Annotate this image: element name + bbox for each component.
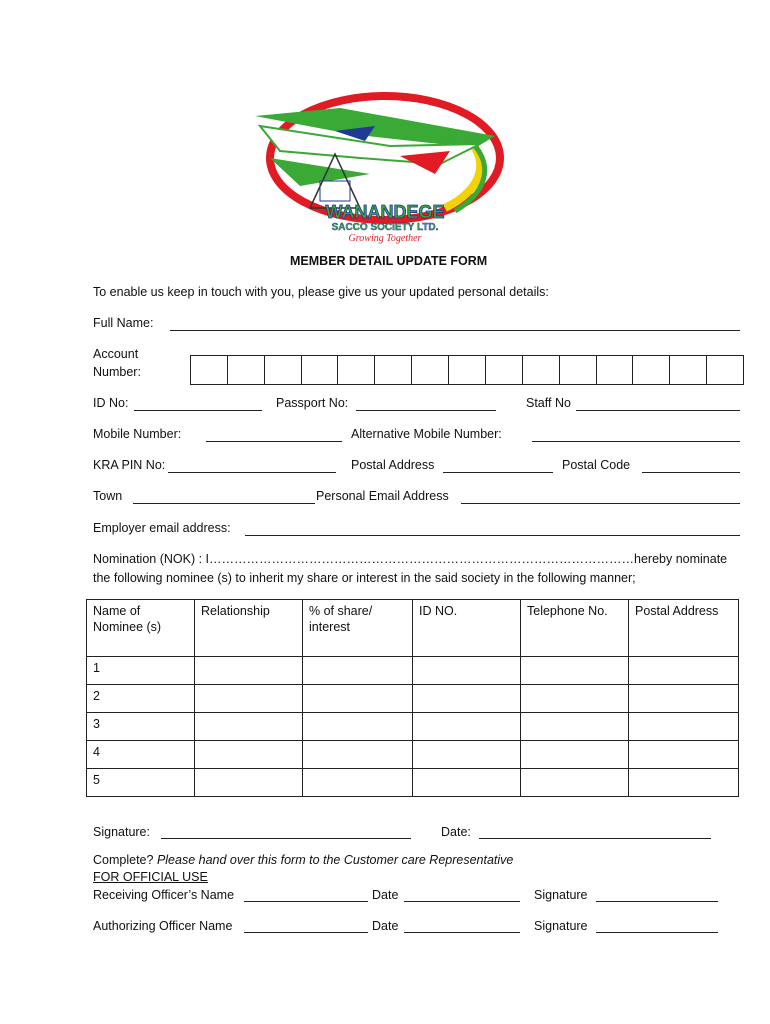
row-number: 3 xyxy=(87,713,195,741)
employer-email-label: Employer email address: xyxy=(93,521,231,535)
logo xyxy=(240,86,530,246)
date-label: Date: xyxy=(441,825,471,839)
cell[interactable] xyxy=(521,741,629,769)
cell[interactable] xyxy=(629,713,739,741)
id-no-field[interactable] xyxy=(134,410,262,411)
town-label: Town xyxy=(93,489,123,503)
kra-pin-field[interactable] xyxy=(168,472,336,473)
authorizing-date-field[interactable] xyxy=(404,932,520,933)
account-digit-box[interactable] xyxy=(374,355,412,385)
authorizing-signature-field[interactable] xyxy=(596,932,718,933)
cell[interactable] xyxy=(521,685,629,713)
cell[interactable] xyxy=(195,741,303,769)
account-digit-box[interactable] xyxy=(596,355,634,385)
alt-mobile-label: Alternative Mobile Number: xyxy=(351,427,502,441)
account-digit-box[interactable] xyxy=(264,355,302,385)
complete-prefix: Complete? xyxy=(93,853,154,867)
receiving-date-field[interactable] xyxy=(404,901,520,902)
airplane-logo-graphic xyxy=(240,86,530,246)
account-digit-box[interactable] xyxy=(227,355,265,385)
row-number: 1 xyxy=(87,657,195,685)
cell[interactable] xyxy=(195,769,303,797)
account-label-2: Number: xyxy=(93,365,141,379)
cell[interactable] xyxy=(629,657,739,685)
cell[interactable] xyxy=(303,769,413,797)
table-row xyxy=(87,685,739,713)
row-number: 5 xyxy=(87,769,195,797)
cell[interactable] xyxy=(303,713,413,741)
staff-no-field[interactable] xyxy=(576,410,740,411)
cell[interactable] xyxy=(521,657,629,685)
cell[interactable] xyxy=(303,741,413,769)
cell[interactable] xyxy=(303,685,413,713)
mobile-number-field[interactable] xyxy=(206,441,342,442)
date-field[interactable] xyxy=(479,838,711,839)
row-number: 2 xyxy=(87,685,195,713)
cell[interactable] xyxy=(413,741,521,769)
receiving-officer-label: Receiving Officer’s Name xyxy=(93,888,235,902)
cell[interactable] xyxy=(413,685,521,713)
postal-code-field[interactable] xyxy=(642,472,740,473)
intro-text: To enable us keep in touch with you, please give us your updated personal details: xyxy=(93,285,549,299)
account-digit-box[interactable] xyxy=(706,355,744,385)
authorizing-officer-label: Authorizing Officer Name xyxy=(93,919,233,933)
official-use-heading: FOR OFFICIAL USE xyxy=(93,870,208,884)
logo-subname: SACCO SOCIETY LTD. xyxy=(331,222,439,233)
nominee-table xyxy=(86,599,739,797)
employer-email-field[interactable] xyxy=(245,535,740,536)
account-number-boxes xyxy=(190,355,743,385)
cell[interactable] xyxy=(629,769,739,797)
receiving-signature-label: Signature xyxy=(534,888,588,902)
personal-email-label: Personal Email Address xyxy=(316,489,449,503)
table-header-row xyxy=(87,600,739,657)
complete-instruction: Please hand over this form to the Customer care Representative xyxy=(156,853,514,867)
town-field[interactable] xyxy=(133,503,315,504)
cell[interactable] xyxy=(413,657,521,685)
account-digit-box[interactable] xyxy=(669,355,707,385)
table-row xyxy=(87,713,739,741)
authorizing-officer-field[interactable] xyxy=(244,932,368,933)
postal-code-label: Postal Code xyxy=(562,458,631,472)
cell[interactable] xyxy=(413,769,521,797)
header-postal-address: Postal Address xyxy=(629,600,739,657)
personal-email-field[interactable] xyxy=(461,503,740,504)
cell[interactable] xyxy=(303,657,413,685)
mobile-number-label: Mobile Number: xyxy=(93,427,182,441)
cell[interactable] xyxy=(195,685,303,713)
complete-note xyxy=(93,853,513,867)
receiving-signature-field[interactable] xyxy=(596,901,718,902)
logo-name: WANANDEGE xyxy=(325,202,445,222)
account-digit-box[interactable] xyxy=(190,355,228,385)
account-digit-box[interactable] xyxy=(485,355,523,385)
form-title: MEMBER DETAIL UPDATE FORM xyxy=(290,254,488,268)
authorizing-date-label: Date xyxy=(372,919,399,933)
cell[interactable] xyxy=(195,713,303,741)
table-row xyxy=(87,769,739,797)
full-name-label: Full Name: xyxy=(93,316,154,330)
row-number: 4 xyxy=(87,741,195,769)
passport-no-field[interactable] xyxy=(356,410,496,411)
passport-no-label: Passport No: xyxy=(276,396,349,410)
account-digit-box[interactable] xyxy=(337,355,375,385)
table-row xyxy=(87,741,739,769)
account-digit-box[interactable] xyxy=(632,355,670,385)
logo-tagline: Growing Together xyxy=(348,233,422,244)
header-name-of-nominee: Name of Nominee (s) xyxy=(87,600,195,657)
header-share-interest: % of share/ interest xyxy=(303,600,413,657)
cell[interactable] xyxy=(521,713,629,741)
header-telephone-no: Telephone No. xyxy=(521,600,629,657)
account-label-1: Account xyxy=(93,347,139,361)
postal-address-field[interactable] xyxy=(443,472,553,473)
table-row xyxy=(87,657,739,685)
nomination-text-2: the following nominee (s) to inherit my share or interest in the said society in the following manner; xyxy=(93,571,636,585)
header-relationship: Relationship xyxy=(195,600,303,657)
nomination-text-1: Nomination (NOK) : I…………………………………………………………………………………………hereby nominate xyxy=(93,552,728,566)
header-id-no: ID NO. xyxy=(413,600,521,657)
staff-no-label: Staff No xyxy=(526,396,571,410)
cell[interactable] xyxy=(413,713,521,741)
authorizing-signature-label: Signature xyxy=(534,919,588,933)
receiving-date-label: Date xyxy=(372,888,399,902)
cell[interactable] xyxy=(521,769,629,797)
cell[interactable] xyxy=(195,657,303,685)
account-digit-box[interactable] xyxy=(448,355,486,385)
signature-label: Signature: xyxy=(93,825,150,839)
account-digit-box[interactable] xyxy=(559,355,597,385)
id-no-label: ID No: xyxy=(93,396,129,410)
signature-field[interactable] xyxy=(161,838,411,839)
cell[interactable] xyxy=(629,685,739,713)
account-digit-box[interactable] xyxy=(522,355,560,385)
kra-pin-label: KRA PIN No: xyxy=(93,458,166,472)
account-digit-box[interactable] xyxy=(411,355,449,385)
postal-address-label: Postal Address xyxy=(351,458,435,472)
full-name-field[interactable] xyxy=(170,330,740,331)
alt-mobile-field[interactable] xyxy=(532,441,740,442)
receiving-officer-field[interactable] xyxy=(244,901,368,902)
cell[interactable] xyxy=(629,741,739,769)
account-digit-box[interactable] xyxy=(301,355,339,385)
